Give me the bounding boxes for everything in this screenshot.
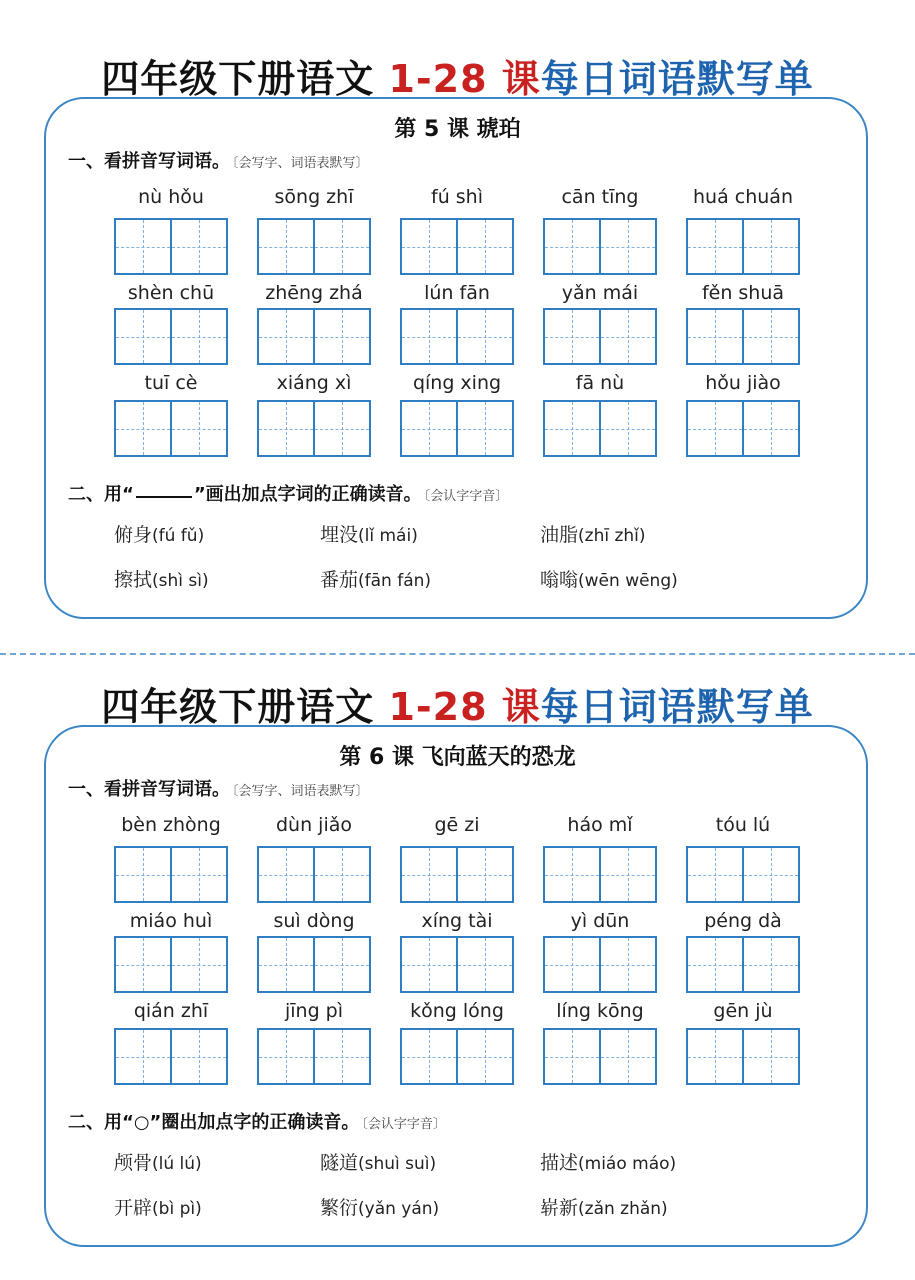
- character-cell[interactable]: [456, 402, 512, 455]
- character-cell[interactable]: [170, 938, 226, 991]
- writing-box[interactable]: [400, 308, 514, 365]
- character-cell[interactable]: [170, 310, 226, 363]
- worksheet-lesson-6: [0, 628, 915, 1268]
- writing-box[interactable]: [543, 936, 657, 993]
- main-title: [0, 48, 915, 103]
- writing-box[interactable]: [686, 400, 800, 457]
- pinyin-prompt: suì dòng: [273, 910, 355, 932]
- pinyin-prompt: fú shì: [431, 186, 483, 208]
- section-1-heading: [68, 147, 369, 173]
- pinyin-prompt: qíng xing: [412, 372, 502, 394]
- reading-pinyin-options[interactable]: (shuì suì): [358, 1154, 437, 1174]
- writing-box[interactable]: [257, 846, 371, 903]
- reading-pinyin-options[interactable]: (bì pì): [152, 1199, 202, 1219]
- character-cell[interactable]: [545, 310, 599, 363]
- character-cell[interactable]: [259, 1030, 313, 1083]
- writing-box[interactable]: [543, 308, 657, 365]
- character-cell[interactable]: [402, 938, 456, 991]
- section-2-heading: [68, 1108, 446, 1134]
- reading-pinyin-options[interactable]: (wēn wēng): [578, 571, 678, 591]
- character-cell[interactable]: [170, 402, 226, 455]
- pinyin-prompt: lún fān: [424, 282, 490, 304]
- reading-pinyin-options[interactable]: (miáo máo): [578, 1154, 677, 1174]
- writing-box[interactable]: [114, 308, 228, 365]
- writing-box[interactable]: [257, 1028, 371, 1085]
- character-cell[interactable]: [313, 1030, 369, 1083]
- reading-pinyin-options[interactable]: (fān fán): [358, 571, 432, 591]
- writing-box[interactable]: [114, 846, 228, 903]
- reading-item: [320, 565, 431, 592]
- title-part-daily: 每日词语默写单: [540, 57, 814, 101]
- section-2-heading-a: 二、用“○”圈出加点字的正确读音。: [68, 1112, 360, 1133]
- character-cell[interactable]: [402, 220, 456, 273]
- reading-pinyin-options[interactable]: (lǐ mái): [358, 526, 418, 546]
- character-cell[interactable]: [456, 220, 512, 273]
- writing-box[interactable]: [400, 846, 514, 903]
- reading-item: [114, 520, 204, 547]
- character-cell[interactable]: [599, 938, 655, 991]
- section-2-heading-b: ”画出加点字词的正确读音。: [193, 484, 422, 505]
- reading-item: [540, 565, 678, 592]
- reading-pinyin-options[interactable]: (zǎn zhǎn): [578, 1199, 668, 1219]
- character-cell[interactable]: [742, 402, 798, 455]
- writing-box[interactable]: [114, 1028, 228, 1085]
- pinyin-prompt: líng kōng: [556, 1000, 644, 1022]
- pinyin-prompt: qián zhī: [133, 1000, 209, 1022]
- writing-box[interactable]: [257, 308, 371, 365]
- character-cell[interactable]: [456, 1030, 512, 1083]
- character-cell[interactable]: [402, 402, 456, 455]
- character-cell[interactable]: [402, 848, 456, 901]
- character-cell[interactable]: [742, 938, 798, 991]
- section-1-note: 〔会写字、词语表默写〕: [232, 784, 369, 799]
- reading-word: 开辟: [114, 1197, 153, 1219]
- reading-item: [114, 1148, 202, 1175]
- lesson-title: 第 5 课 琥珀: [394, 117, 521, 142]
- character-cell[interactable]: [313, 938, 369, 991]
- writing-box[interactable]: [257, 400, 371, 457]
- title-part-grade: 四年级下册语文: [101, 685, 389, 729]
- character-cell[interactable]: [599, 1030, 655, 1083]
- character-cell[interactable]: [599, 310, 655, 363]
- reading-word: 繁衍: [320, 1197, 359, 1219]
- pinyin-prompt: huá chuán: [693, 186, 793, 208]
- reading-item: [540, 1148, 676, 1175]
- writing-box[interactable]: [257, 218, 371, 275]
- reading-pinyin-options[interactable]: (lú lú): [152, 1154, 202, 1174]
- pinyin-prompt: bèn zhòng: [121, 814, 221, 836]
- pinyin-prompt: miáo huì: [129, 910, 213, 932]
- pinyin-prompt: yǎn mái: [561, 282, 639, 304]
- pinyin-prompt: hǒu jiào: [705, 372, 781, 394]
- section-1-heading-text: 一、看拼音写词语。: [68, 779, 230, 800]
- title-part-daily: 每日词语默写单: [540, 685, 814, 729]
- pinyin-prompt: xíng tài: [421, 910, 493, 932]
- writing-box[interactable]: [686, 846, 800, 903]
- writing-box[interactable]: [114, 218, 228, 275]
- character-cell[interactable]: [742, 1030, 798, 1083]
- character-cell[interactable]: [688, 402, 742, 455]
- pinyin-prompt: tuī cè: [144, 372, 198, 394]
- reading-pinyin-options[interactable]: (shì sì): [152, 571, 209, 591]
- writing-box[interactable]: [543, 218, 657, 275]
- pinyin-prompt: kǒng lóng: [410, 1000, 504, 1022]
- character-cell[interactable]: [402, 310, 456, 363]
- underline-blank: [136, 496, 192, 498]
- character-cell[interactable]: [456, 938, 512, 991]
- character-cell[interactable]: [313, 220, 369, 273]
- character-cell[interactable]: [313, 848, 369, 901]
- pinyin-prompt: zhēng zhá: [265, 282, 363, 304]
- main-title: [0, 676, 915, 731]
- writing-box[interactable]: [686, 308, 800, 365]
- character-cell[interactable]: [259, 848, 313, 901]
- character-cell[interactable]: [170, 848, 226, 901]
- pinyin-prompt: sōng zhī: [274, 186, 354, 208]
- writing-box[interactable]: [543, 1028, 657, 1085]
- pinyin-prompt: fā nù: [575, 372, 625, 394]
- reading-word: 描述: [540, 1152, 579, 1174]
- character-cell[interactable]: [742, 310, 798, 363]
- reading-word: 崭新: [540, 1197, 579, 1219]
- section-2-heading: [68, 480, 508, 506]
- reading-pinyin-options[interactable]: (fú fǔ): [152, 526, 205, 546]
- pinyin-prompt: xiáng xì: [276, 372, 352, 394]
- reading-word: 埋没: [320, 524, 359, 546]
- writing-box[interactable]: [686, 1028, 800, 1085]
- writing-box[interactable]: [686, 218, 800, 275]
- character-cell[interactable]: [116, 848, 170, 901]
- writing-box[interactable]: [543, 846, 657, 903]
- character-cell[interactable]: [688, 848, 742, 901]
- character-cell[interactable]: [599, 220, 655, 273]
- reading-item: [540, 1193, 668, 1220]
- character-cell[interactable]: [402, 1030, 456, 1083]
- reading-item: [320, 1193, 439, 1220]
- character-cell[interactable]: [116, 938, 170, 991]
- pinyin-prompt: gēn jù: [713, 1000, 773, 1022]
- pinyin-prompt: cān tīng: [561, 186, 639, 208]
- section-2-note: 〔会认字字音〕: [361, 1117, 446, 1132]
- character-cell[interactable]: [313, 402, 369, 455]
- pinyin-prompt: péng dà: [704, 910, 782, 932]
- writing-box[interactable]: [686, 936, 800, 993]
- character-cell[interactable]: [116, 402, 170, 455]
- reading-word: 颅骨: [114, 1152, 153, 1174]
- character-cell[interactable]: [456, 848, 512, 901]
- character-cell[interactable]: [259, 220, 313, 273]
- pinyin-prompt: jīng pì: [284, 1000, 344, 1022]
- pinyin-prompt: gē zi: [434, 814, 480, 836]
- character-cell[interactable]: [545, 848, 599, 901]
- reading-word: 隧道: [320, 1152, 359, 1174]
- title-part-lessons: 1-28 课: [388, 57, 541, 101]
- character-cell[interactable]: [742, 848, 798, 901]
- character-cell[interactable]: [313, 310, 369, 363]
- writing-box[interactable]: [543, 400, 657, 457]
- pinyin-prompt: tóu lú: [715, 814, 771, 836]
- character-cell[interactable]: [116, 1030, 170, 1083]
- writing-box[interactable]: [114, 936, 228, 993]
- section-2-note: 〔会认字字音〕: [423, 489, 509, 504]
- character-cell[interactable]: [170, 1030, 226, 1083]
- reading-pinyin-options[interactable]: (zhī zhǐ): [578, 526, 646, 546]
- character-cell[interactable]: [688, 1030, 742, 1083]
- pinyin-prompt: nù hǒu: [138, 186, 204, 208]
- writing-box[interactable]: [257, 936, 371, 993]
- reading-item: [540, 520, 646, 547]
- reading-item: [320, 520, 418, 547]
- writing-box[interactable]: [400, 400, 514, 457]
- reading-word: 嗡嗡: [540, 569, 579, 591]
- section-1-heading-text: 一、看拼音写词语。: [68, 151, 230, 172]
- pinyin-prompt: yì dūn: [570, 910, 630, 932]
- character-cell[interactable]: [688, 938, 742, 991]
- pinyin-prompt: shèn chū: [127, 282, 215, 304]
- title-part-lessons: 1-28 课: [388, 685, 541, 729]
- section-2-heading-a: 二、用“: [68, 484, 134, 505]
- pinyin-prompt: fěn shuā: [701, 282, 785, 304]
- title-part-grade: 四年级下册语文: [101, 57, 389, 101]
- writing-box[interactable]: [400, 936, 514, 993]
- character-cell[interactable]: [259, 402, 313, 455]
- writing-box[interactable]: [114, 400, 228, 457]
- writing-box[interactable]: [400, 218, 514, 275]
- reading-word: 油脂: [540, 524, 579, 546]
- section-1-heading: [68, 775, 369, 801]
- character-cell[interactable]: [456, 310, 512, 363]
- reading-item: [320, 1148, 436, 1175]
- reading-item: [114, 1193, 202, 1220]
- character-cell[interactable]: [599, 848, 655, 901]
- character-cell[interactable]: [688, 310, 742, 363]
- character-cell[interactable]: [742, 220, 798, 273]
- writing-box[interactable]: [400, 1028, 514, 1085]
- reading-word: 俯身: [114, 524, 153, 546]
- section-1-note: 〔会写字、词语表默写〕: [232, 156, 369, 171]
- character-cell[interactable]: [116, 310, 170, 363]
- reading-word: 擦拭: [114, 569, 153, 591]
- reading-word: 番茄: [320, 569, 359, 591]
- character-cell[interactable]: [116, 220, 170, 273]
- character-cell[interactable]: [545, 402, 599, 455]
- reading-pinyin-options[interactable]: (yǎn yán): [358, 1199, 440, 1219]
- character-cell[interactable]: [170, 220, 226, 273]
- character-cell[interactable]: [545, 938, 599, 991]
- lesson-title: 第 6 课 飞向蓝天的恐龙: [339, 745, 576, 770]
- reading-item: [114, 565, 209, 592]
- character-cell[interactable]: [545, 1030, 599, 1083]
- pinyin-prompt: háo mǐ: [567, 814, 633, 836]
- character-cell[interactable]: [259, 310, 313, 363]
- character-cell[interactable]: [599, 402, 655, 455]
- character-cell[interactable]: [259, 938, 313, 991]
- pinyin-prompt: dùn jiǎo: [275, 814, 352, 836]
- character-cell[interactable]: [688, 220, 742, 273]
- character-cell[interactable]: [545, 220, 599, 273]
